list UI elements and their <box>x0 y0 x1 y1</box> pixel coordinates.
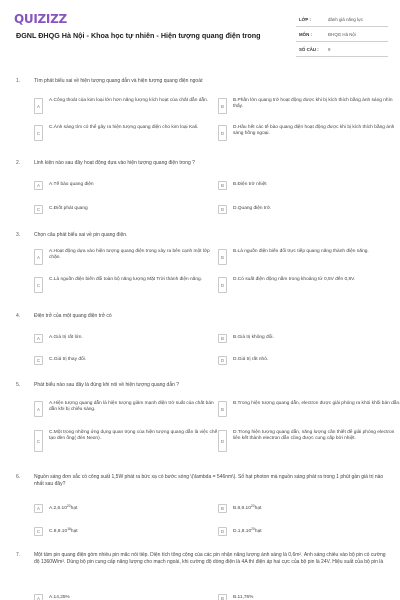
option-text: C.Điốt phát quang <box>49 205 88 211</box>
question-text: Tìm phát biểu sai về hiện tượng quang dẫn và hiện tượng quang điện ngoài: <box>34 78 204 84</box>
meta-row-class <box>296 12 388 27</box>
option-letter: D <box>218 205 227 214</box>
option-text: A.14,25% <box>49 594 70 600</box>
option-text <box>49 526 78 535</box>
option-letter: C <box>34 527 43 536</box>
meta-row-count <box>296 42 388 57</box>
option-c[interactable] <box>34 202 219 216</box>
option-letter: A <box>34 504 43 513</box>
option-letter: A <box>34 249 43 265</box>
option-b[interactable] <box>218 178 400 192</box>
option-d[interactable] <box>218 124 400 144</box>
document-header <box>0 0 400 70</box>
question-text: Nguồn sáng đơn sắc có công suất 1,5W phát ra bức xạ có bước sóng \(\lambda = 546nm\). Số hạt photon mà nguồn sáng phát ra trong 1 phút gần giá trị nào nhất sau đây? <box>34 474 384 488</box>
option-exponent: 18 <box>67 527 71 532</box>
question-6 <box>16 474 388 544</box>
option-text: A.Hiện tượng quang dẫn là hiện tượng giảm mạnh điện trở suất của chất bán dẫn khi bị chiếu sáng. <box>49 401 214 413</box>
option-text <box>233 526 262 535</box>
option-letter: B <box>218 181 227 190</box>
option-letter: B <box>218 504 227 513</box>
option-text: B.Phần lớn quang trở hoạt động được khi bị kích thích bằng ánh sáng nhìn thấy. <box>233 98 393 110</box>
option-unit: hạt <box>70 506 78 512</box>
option-letter: B <box>218 98 227 114</box>
option-text: B.Giá trị không đổi. <box>233 334 274 340</box>
option-letter: D <box>218 430 227 452</box>
option-base: A.2,6.10 <box>49 506 67 512</box>
option-base: C.8,9.10 <box>49 529 68 535</box>
option-text: D.Quang điện trở. <box>233 205 272 211</box>
option-exponent: 20 <box>251 527 255 532</box>
document-title: ĐGNL ĐHQG Hà Nội - Khoa học tự nhiên - Hiện tượng quang điện trong <box>16 31 261 40</box>
question-text: Một tấm pin quang điện gồm nhiều pin mắc nối tiếp. Diện tích tổng cộng của các pin nhận năng lượng ánh sáng là 0,6m². Ánh sáng chiếu vào bộ pin có cường độ 1360W/m². Dùng bộ pin cung cấp năng lượng cho mạch ngoài, khi cường độ dòng điện là 4A thì điện áp hai cực của bộ pin là 24V. Hiệu suất của bộ pin là <box>34 552 386 566</box>
question-4 <box>16 313 388 371</box>
meta-row-subject <box>296 27 388 42</box>
question-3 <box>16 232 388 302</box>
meta-table <box>296 12 388 57</box>
question-number: 5. <box>16 382 21 388</box>
option-a[interactable] <box>34 501 219 515</box>
option-text <box>49 503 77 512</box>
option-letter: C <box>34 205 43 214</box>
question-7 <box>16 552 388 600</box>
meta-key: SỐ CÂU : <box>299 46 319 52</box>
option-text <box>233 503 261 512</box>
option-c[interactable] <box>34 524 219 538</box>
option-text: D.Có suất điện động nằm trong khoảng từ 0,5V đến 0,8V. <box>233 277 356 282</box>
meta-value: 9 <box>328 46 331 52</box>
question-5 <box>16 382 400 466</box>
option-letter: D <box>218 125 227 141</box>
option-letter: A <box>34 181 43 190</box>
question-number: 4. <box>16 313 21 319</box>
option-c[interactable] <box>34 276 219 296</box>
option-letter: B <box>218 334 227 343</box>
meta-key: LỚP : <box>299 16 311 22</box>
option-a[interactable] <box>34 400 219 420</box>
option-letter: D <box>218 527 227 536</box>
meta-value: ĐHQG Hà Nội <box>328 31 356 37</box>
option-a[interactable] <box>34 178 219 192</box>
option-letter: B <box>218 249 227 265</box>
option-text: A.Tế bào quang điện <box>49 181 94 187</box>
option-a[interactable] <box>34 97 219 117</box>
option-unit: hạt <box>254 529 262 535</box>
option-d[interactable] <box>218 276 400 296</box>
option-text: D.Giá trị rất nhỏ. <box>233 356 269 362</box>
option-text: C.Ánh sáng tím có thể gây ra hiện tượng quang điện cho kim loại Kali. <box>49 125 199 130</box>
option-text: A.Giá trị rất lớn. <box>49 334 83 340</box>
quizizz-logo: QUIZIZZ <box>14 12 67 26</box>
option-letter: D <box>218 277 227 293</box>
option-c[interactable] <box>34 353 219 367</box>
option-unit: hạt <box>70 529 78 535</box>
option-b[interactable] <box>218 591 388 600</box>
question-number: 6. <box>16 474 21 480</box>
option-letter: A <box>34 98 43 114</box>
question-number: 1. <box>16 78 21 84</box>
option-a[interactable] <box>34 248 219 268</box>
option-base: B.8,9.10 <box>233 506 251 512</box>
option-letter: A <box>34 401 43 417</box>
option-b[interactable] <box>218 97 400 117</box>
option-d[interactable] <box>218 353 400 367</box>
option-exponent: 20 <box>66 504 71 509</box>
meta-key: MÔN : <box>299 31 312 37</box>
option-text: A.Hoạt động dựa vào hiện tượng quang điện trong xảy ra bên cạnh một lớp chặn. <box>49 249 210 261</box>
option-b[interactable] <box>218 248 400 268</box>
option-text: D.Trong hiện tượng quang dẫn, năng lượng cần thiết để giải phóng electron liên kết thành electron dẫn cũng được cung cấp bởi nhiệt. <box>233 430 395 442</box>
option-c[interactable] <box>34 429 219 455</box>
question-text: Điện trở của một quang điện trở có <box>34 313 112 319</box>
option-letter: C <box>34 356 43 365</box>
option-text: A.Công thoát của kim loại lớn hơn năng lượng kích hoạt của chất dẫn dẫn. <box>49 98 209 103</box>
question-2 <box>16 160 388 220</box>
option-letter: B <box>218 594 227 600</box>
option-text: B.Điện trở nhiệt <box>233 181 267 187</box>
option-d[interactable] <box>218 524 400 538</box>
option-a[interactable] <box>34 331 219 345</box>
option-text: B.Là nguồn điện biến đổi trực tiếp quang năng thành điện năng. <box>233 249 369 254</box>
option-b[interactable] <box>218 331 400 345</box>
option-b[interactable] <box>218 501 400 515</box>
meta-value: đánh giá năng lực <box>328 16 364 22</box>
option-letter: C <box>34 277 43 293</box>
option-text: B.11,76% <box>233 594 254 600</box>
option-letter: C <box>34 430 43 452</box>
option-base: D.1,8.10 <box>233 529 252 535</box>
option-d[interactable] <box>218 202 400 216</box>
question-number: 2. <box>16 160 21 166</box>
option-letter: A <box>34 594 43 600</box>
option-text: D.Hầu hết các tế bào quang điện hoạt động được khi bị kích thích bằng ánh sáng hồng ngoại. <box>233 125 395 137</box>
option-letter: D <box>218 356 227 365</box>
option-text: C.Là nguồn điện biến đổi toàn bộ năng lượng Mặt Trời thành điện năng. <box>49 277 202 282</box>
question-text: Chọn câu phát biểu sai về pin quang điện. <box>34 232 128 238</box>
option-b[interactable] <box>218 400 400 420</box>
option-letter: A <box>34 334 43 343</box>
option-c[interactable] <box>34 124 219 144</box>
question-text: Linh kiện nào sau đây hoạt động dựa vào hiện tượng quang điện trong ? <box>34 160 195 166</box>
option-a[interactable] <box>34 591 219 600</box>
option-exponent: 20 <box>250 504 255 509</box>
option-letter: B <box>218 401 227 417</box>
question-number: 3. <box>16 232 21 238</box>
question-text: Phát biểu nào sau đây là đúng khi nói về hiện tượng quang dẫn ? <box>34 382 180 388</box>
option-d[interactable] <box>218 429 400 455</box>
option-letter: C <box>34 125 43 141</box>
question-number: 7. <box>16 552 21 558</box>
option-text: C.Giá trị thay đổi. <box>49 356 87 362</box>
option-text: C.Một trong những ứng dụng quan trọng của hiện tượng quang dẫn là việc chế tạo đèn ống( đèn Neon). <box>49 430 218 442</box>
option-unit: hạt <box>254 506 262 512</box>
option-text: B.Trong hiện tượng quang dẫn, electron được giải phóng ra khỏi khối bán dẫn. <box>233 401 400 406</box>
